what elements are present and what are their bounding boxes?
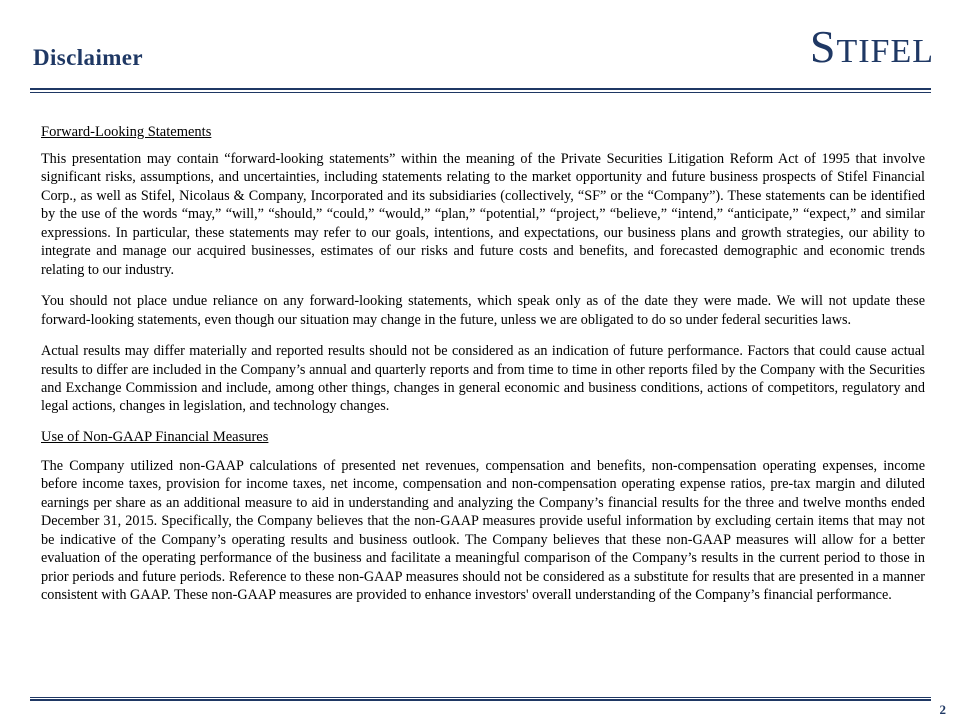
logo-wordmark: TIFEL	[836, 33, 934, 70]
header-divider-thin	[30, 92, 931, 93]
paragraph: You should not place undue reliance on any forward-looking statements, which speak only as of the date they were made. We will not update these forward-looking statements, even though our situation may change in the future, unless we are obligated to do so under federal securities laws.	[41, 293, 925, 328]
section-heading-forward-looking: Forward-Looking Statements	[41, 124, 212, 140]
logo-initial: S	[809, 21, 837, 72]
header-divider-thick	[30, 88, 931, 90]
footer-divider-thin	[30, 697, 931, 698]
slide-header	[0, 0, 960, 96]
slide-body	[41, 124, 925, 618]
footer-divider-thick	[30, 699, 931, 701]
stifel-logo	[809, 21, 934, 72]
paragraph: Actual results may differ materially and reported results should not be considered as an indication of future performance. Factors that could cause actual results to differ are included in the Company’s annual and quarterly reports and from time to time in other reports filed by the Company with the Securities and Exchange Commission and include, among other things, changes in general economic and business conditions, actions of competitors, regulatory and legal actions, changes in legislation, and technology changes.	[41, 343, 925, 415]
page-title: Disclaimer	[33, 45, 144, 70]
page-number: 2	[939, 702, 946, 717]
section-heading-non-gaap: Use of Non-GAAP Financial Measures	[41, 428, 269, 445]
paragraph: This presentation may contain “forward-looking statements” within the meaning of the Private Securities Litigation Reform Act of 1995 that involve significant risks, assumptions, and uncertainties, including statements relating to the market opportunity and future business prospects of Stifel Financial Corp., as well as Stifel, Nicolaus & Company, Incorporated and its subsidiaries (collectively, “SF” or the “Company”). These statements can be identified by the use of the words “may,” “will,” “should,” “could,” “would,” “plan,” “potential,” “project,” “believe,” “intend,” “anticipate,” “expect,” and similar expressions. In particular, these statements may refer to our goals, intentions, and expectations, our business plans and growth strategies, our ability to integrate and manage our acquired businesses, estimates of our risks and future costs and benefits, and forecasted demographic and economic trends relating to our industry.	[41, 151, 925, 278]
paragraph: The Company utilized non-GAAP calculations of presented net revenues, compensation and benefits, non-compensation operating expenses, income before income taxes, provision for income taxes, net income, compensation and non-compensation operating expense ratios, pre-tax margin and diluted earnings per share as an additional measure to aid in understanding and analyzing the Company’s financial results for the three and twelve months ended December 31, 2015. Specifically, the Company believes that the non-GAAP measures provide useful information by excluding certain items that may not be indicative of the Company’s operating results and business outlook. The Company believes that these non-GAAP measures will allow for a better evaluation of the operating performance of the business and facilitate a meaningful comparison of the Company’s results in the current period to those in prior periods and future periods. Reference to these non-GAAP measures should not be considered as a substitute for results that are presented in a manner consistent with GAAP. These non-GAAP measures are provided to enhance investors' overall understanding of the Company’s financial performance.	[41, 457, 925, 604]
